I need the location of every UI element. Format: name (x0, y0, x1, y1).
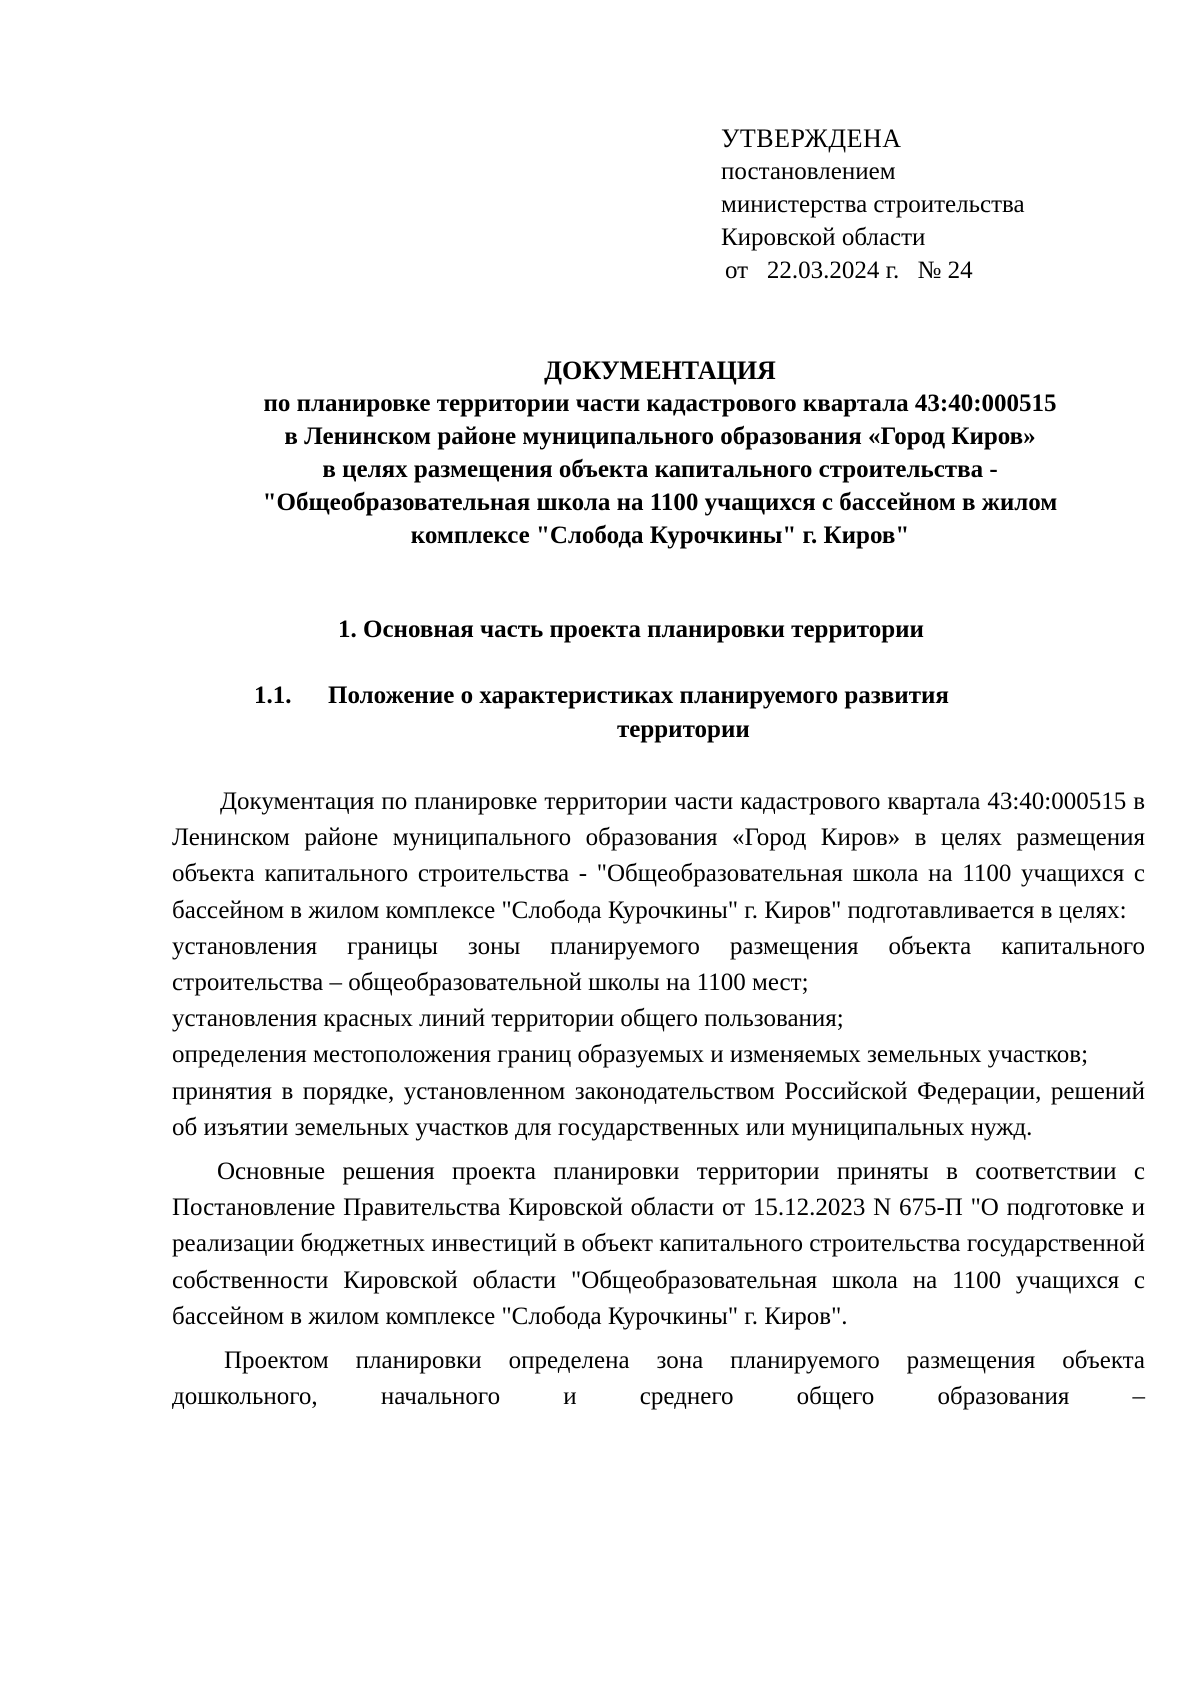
body-list-item: определения местоположения границ образуемых и изменяемых земельных участков; (172, 1041, 1089, 1069)
approval-date: 22.03.2024 г. (766, 257, 900, 284)
document-title-line: комплексе "Слобода Курочкины" г. Киров" (410, 522, 910, 549)
body-list-item: установления красных линий территории общего пользования; (172, 1005, 844, 1033)
document-title (150, 354, 1170, 552)
document-title-line: в Ленинском районе муниципального образования «Город Киров» (284, 423, 1036, 450)
section-1-1-heading (254, 679, 1054, 747)
approval-number: № 24 (917, 257, 973, 284)
section-1-1-heading-line2: территории (617, 716, 750, 743)
body-paragraph: Основные решения проекта планировки территории приняты в соответствии с Постановление Правительства Кировской области от 15.12.2023 N 675-П "О подготовке и реализации бюджетных инвестиций в объект капитального строительства государственной собственности Кировской области "Общеобразовательная школа на 1100 учащихся с бассейном в жилом комплексе "Слобода Курочкины" г. Киров". (172, 1158, 1145, 1330)
document-title-line: "Общеобразовательная школа на 1100 учащихся с бассейном в жилом (262, 489, 1058, 516)
document-title-main: ДОКУМЕНТАЦИЯ (544, 356, 776, 385)
body-paragraph: Документация по планировке территории части кадастрового квартала 43:40:000515 в Ленинском районе муниципального образования «Город Киров» в целях размещения объекта капитального строительства - "Общеобразовательная школа на 1100 учащихся с бассейном в жилом комплексе "Слобода Курочкины" г. Киров" подготавливается в целях: (172, 788, 1145, 924)
approval-line: министерства строительства (721, 191, 1025, 218)
section-1-1-number: 1.1. (254, 682, 292, 709)
approval-line: Кировской области (721, 224, 926, 251)
section-1-1-heading-line1: Положение о характеристиках планируемого развития (328, 682, 949, 709)
section-1-heading: 1. Основная часть проекта планировки территории (338, 616, 924, 643)
approval-date-prefix: от (725, 257, 749, 284)
approval-stamp (721, 122, 1025, 287)
body-text (172, 784, 1145, 1415)
approval-title: УТВЕРЖДЕНА (721, 124, 902, 153)
body-paragraph: Проектом планировки определена зона планируемого размещения объекта дошкольного, начального и среднего общего образования – (172, 1347, 1145, 1411)
approval-date-line (721, 254, 1025, 287)
body-list-item: установления границы зоны планируемого размещения объекта капитального строительства – общеобразовательной школы на 1100 мест; (172, 932, 1145, 997)
approval-line: постановлением (721, 158, 896, 185)
body-list-item: принятия в порядке, установленном законодательством Российской Федерации, решений об изъятии земельных участков для государственных или муниципальных нужд. (172, 1077, 1145, 1141)
document-title-line: по планировке территории части кадастрового квартала 43:40:000515 (263, 390, 1057, 417)
document-title-line: в целях размещения объекта капитального строительства - (322, 456, 998, 483)
